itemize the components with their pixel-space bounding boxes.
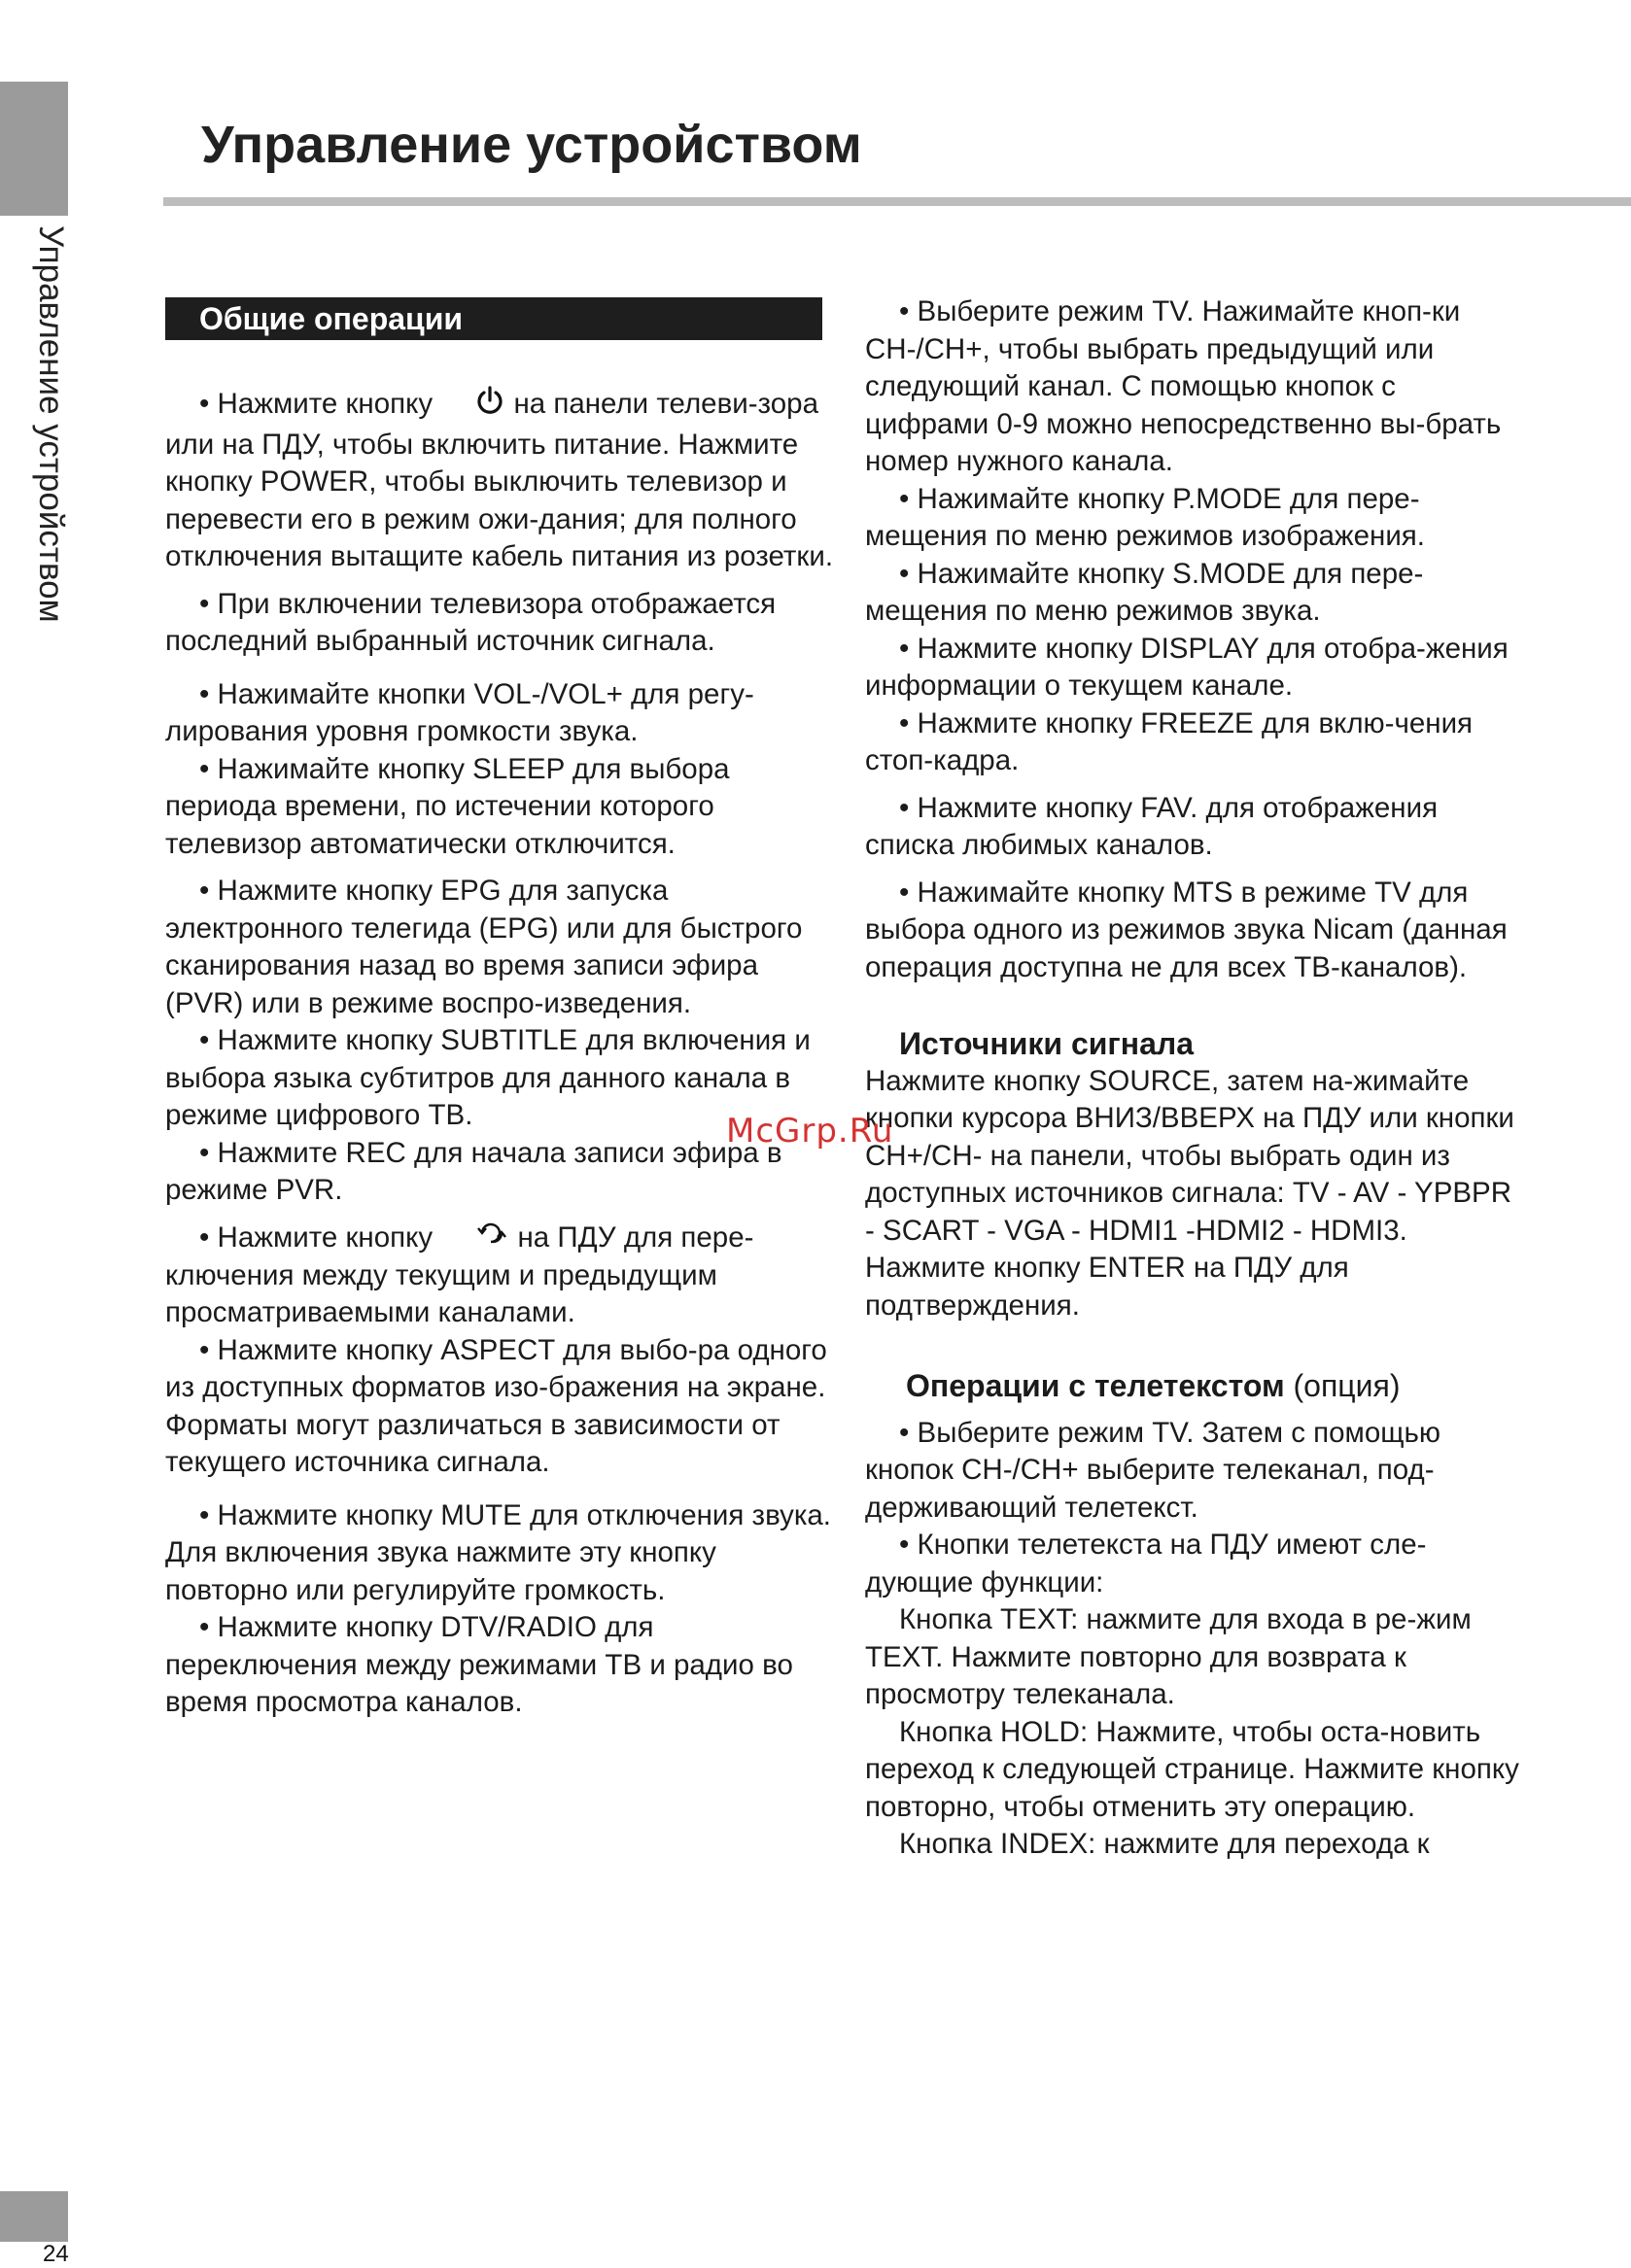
heading-teletext [865, 1367, 1526, 1405]
paragraph-dtv-radio: • Нажмите кнопку DTV/RADIO для переключения между режимами ТВ и радио во время просмотра каналов. [165, 1611, 793, 1719]
paragraph-text: на ПДУ для пере-ключения между текущим и предыдущим просматриваемыми каналами. [165, 1220, 754, 1329]
paragraph-teletext-buttons: • Кнопки телетекста на ПДУ имеют сле-дующие функции: [865, 1529, 1427, 1598]
paragraph-mute: • Нажмите кнопку MUTE для отключения звука. Для включения звука нажмите эту кнопку повторно или регулируйте громкость. [165, 1498, 832, 1606]
heading-teletext-title: Операции с телетекстом [906, 1368, 1285, 1403]
left-column [165, 385, 836, 1722]
side-tab-marker-bottom [0, 2191, 68, 2242]
paragraph-sleep: • Нажимайте кнопку SLEEP для выбора периода времени, по истечении которого телевизор автоматически отключится. [165, 752, 730, 860]
paragraph-volume: • Нажимайте кнопки VOL-/VOL+ для регу-лирования уровня громкости звука. [165, 677, 754, 747]
paragraph-sources: Нажмите кнопку SOURCE, затем на-жимайте кнопки курсора ВНИЗ/ВВЕРХ на ПДУ или кнопки CH+/CH- на панели, чтобы выбрать один из доступных источников сигнала: TV - AV - YPBPR - SCART - VGA - HDMI1 -HDMI2 - HDMI3. Нажмите кнопку ENTER на ПДУ для подтверждения. [865, 1064, 1514, 1322]
paragraph-text: • Нажмите кнопку [199, 388, 441, 421]
paragraph-aspect: • Нажмите кнопку ASPECT для выбо-ра одного из доступных форматов изо-бражения на экране. Форматы могут различаться в зависимости от текущего источника сигнала. [165, 1333, 827, 1479]
watermark: McGrp.Ru [726, 1112, 894, 1151]
heading-teletext-option: (опция) [1293, 1368, 1401, 1403]
section-heading-general-operations: Общие операции [165, 297, 822, 340]
paragraph-hold-button: Кнопка HOLD: Нажмите, чтобы оста-новить переход к следующей странице. Нажмите кнопку повторно, чтобы отменить эту операцию. [865, 1715, 1519, 1823]
paragraph-last-source: • При включении телевизора отображается последний выбранный источник сигнала. [165, 587, 777, 657]
right-column [865, 293, 1526, 1864]
paragraph-pmode: • Нажимайте кнопку P.MODE для пере-мещения по меню режимов изображения. [865, 482, 1425, 552]
heading-signal-sources: Источники сигнала [899, 1026, 1194, 1061]
paragraph-subtitle: • Нажмите кнопку SUBTITLE для включения и выбора языка субтитров для данного канала в режиме цифрового ТВ. [165, 1024, 811, 1131]
paragraph-index-button: Кнопка INDEX: нажмите для перехода к [899, 1828, 1430, 1860]
paragraph-freeze: • Нажмите кнопку FREEZE для вклю-чения стоп-кадра. [865, 706, 1474, 776]
paragraph-power [165, 385, 836, 576]
recall-icon [440, 1220, 509, 1257]
paragraph-display: • Нажмите кнопку DISPLAY для отобра-жения информации о текущем канале. [865, 632, 1509, 702]
page-number: 24 [43, 2241, 69, 2267]
paragraph-text-button: Кнопка TEXT: нажмите для входа в ре-жим TEXT. Нажмите повторно для возврата к просмотру телеканала. [865, 1603, 1472, 1710]
page-title: Управление устройством [201, 116, 862, 174]
side-section-label: Управление устройством [32, 225, 70, 623]
title-rule [163, 197, 1631, 206]
power-icon [440, 385, 505, 427]
paragraph-epg: • Нажмите кнопку EPG для запуска электронного телегида (EPG) или для быстрого сканирования назад во время записи эфира (PVR) или в режиме воспро-изведения. [165, 875, 803, 1019]
paragraph-rec: • Нажмите REC для начала записи эфира в режиме PVR. [165, 1136, 782, 1206]
paragraph-recall [165, 1220, 836, 1332]
paragraph-fav: • Нажмите кнопку FAV. для отображения списка любимых каналов. [865, 791, 1439, 861]
paragraph-text: • Нажмите кнопку [199, 1220, 441, 1254]
paragraph-text: на панели телеви-зора или на ПДУ, чтобы включить питание. Нажмите кнопку POWER, чтобы выключить телевизор и перевести его в режим ожи-дания; для полного отключения вытащите кабель питания из розетки. [165, 388, 834, 572]
paragraph-channel: • Выберите режим TV. Нажимайте кноп-ки CH-/CH+, чтобы выбрать предыдущий или следующий канал. С помощью кнопок с цифрами 0-9 можно непосредственно вы-брать номер нужного канала. [865, 295, 1502, 477]
side-tab-marker-top [0, 82, 68, 216]
paragraph-mts: • Нажимайте кнопку MTS в режиме TV для выбора одного из режимов звука Nicam (данная операция доступна не для всех ТВ-каналов). [865, 876, 1508, 983]
paragraph-smode: • Нажимайте кнопку S.MODE для пере-мещения по меню режимов звука. [865, 557, 1424, 627]
paragraph-teletext-select: • Выберите режим TV. Затем с помощью кнопок CH-/CH+ выберите телеканал, под-держивающий телетекст. [865, 1416, 1441, 1524]
